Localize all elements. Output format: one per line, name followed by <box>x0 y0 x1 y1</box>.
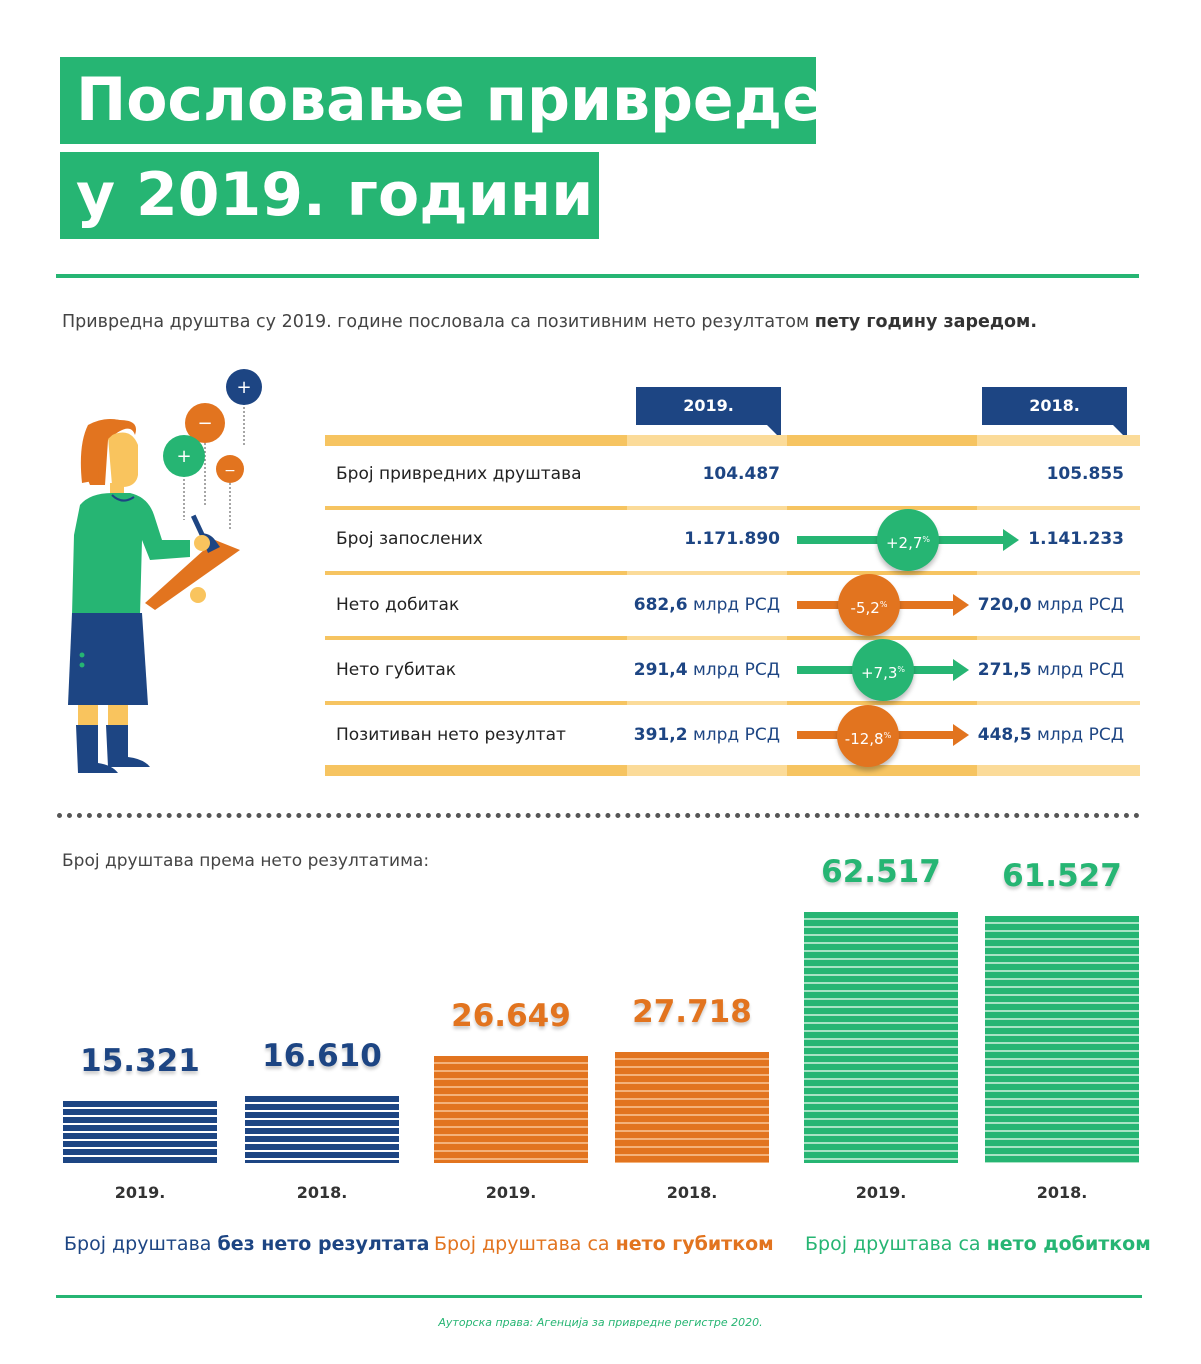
bar-year-label: 2019. <box>485 1183 537 1202</box>
row-divider <box>325 506 1140 510</box>
row-label: Број запослених <box>336 529 483 549</box>
svg-text:−: − <box>224 463 236 479</box>
value-2018: 720,0 млрд РСД <box>977 595 1124 615</box>
svg-text:+: + <box>176 446 192 467</box>
value-2019: 291,4 млрд РСД <box>633 660 780 680</box>
svg-text:+: + <box>236 377 252 398</box>
header-divider <box>56 274 1139 278</box>
bar <box>985 916 1139 1163</box>
row-label: Позитиван нето резултат <box>336 725 566 745</box>
year-tab-2019: 2019. <box>636 387 781 425</box>
minus-icon <box>216 455 244 483</box>
value-2018: 271,5 млрд РСД <box>977 660 1124 680</box>
bar-value-label: 16.610 <box>262 1038 382 1074</box>
bar <box>245 1096 399 1163</box>
value-2019: 1.171.890 <box>684 529 780 549</box>
bar <box>804 912 958 1163</box>
plus-icon <box>226 369 262 405</box>
row-divider <box>325 571 1140 575</box>
table-bottom-band <box>325 765 1140 776</box>
value-2018: 1.141.233 <box>1028 529 1124 549</box>
row-label: Нето добитак <box>336 595 460 615</box>
row-divider <box>325 701 1140 705</box>
change-badge: -12,8% <box>837 705 899 767</box>
intro-text <box>62 312 1037 332</box>
change-badge: +7,3% <box>852 639 914 701</box>
value-2019: 682,6 млрд РСД <box>633 595 780 615</box>
intro-normal: Привредна друштва су 2019. године пословала са позитивним нето резултатом <box>62 312 815 332</box>
bar-value-label: 62.517 <box>821 854 941 890</box>
bar-value-label: 27.718 <box>632 994 752 1030</box>
bar-year-label: 2019. <box>114 1183 166 1202</box>
bar <box>434 1056 588 1163</box>
bar-year-label: 2019. <box>855 1183 907 1202</box>
footer-divider <box>56 1295 1142 1298</box>
bar <box>63 1101 217 1163</box>
category-label-no-result: Број друштава без нето резултата <box>64 1233 430 1255</box>
row-divider <box>325 636 1140 640</box>
plus-icon <box>163 435 205 477</box>
change-badge: +2,7% <box>877 509 939 571</box>
category-label-net-loss: Број друштава са нето губитком <box>434 1233 774 1255</box>
svg-text:−: − <box>197 413 213 434</box>
copyright-text: Ауторска права: Агенција за привредне регистре 2020. <box>438 1316 763 1329</box>
value-2018: 448,5 млрд РСД <box>977 725 1124 745</box>
bar-year-label: 2018. <box>1036 1183 1088 1202</box>
intro-bold: пету годину заредом. <box>814 312 1037 332</box>
value-2019: 104.487 <box>702 464 780 484</box>
table-top-band <box>325 435 1140 446</box>
change-badge: -5,2% <box>838 574 900 636</box>
bar-year-label: 2018. <box>666 1183 718 1202</box>
value-2019: 391,2 млрд РСД <box>633 725 780 745</box>
bar-value-label: 61.527 <box>1002 858 1122 894</box>
bar-value-label: 26.649 <box>451 998 571 1034</box>
bar-value-label: 15.321 <box>80 1043 200 1079</box>
category-label-net-profit: Број друштава са нето добитком <box>805 1233 1151 1255</box>
woman-illustration <box>50 365 310 785</box>
bars-section-title: Број друштава према нето резултатима: <box>62 851 430 871</box>
section-divider <box>57 813 1140 818</box>
row-label: Нето губитак <box>336 660 457 680</box>
year-tab-2018: 2018. <box>982 387 1127 425</box>
bar-year-label: 2018. <box>296 1183 348 1202</box>
row-label: Број привредних друштава <box>336 464 582 484</box>
bar <box>615 1052 769 1163</box>
page-title-line2: у 2019. години <box>60 152 599 239</box>
value-2018: 105.855 <box>1046 464 1124 484</box>
page-title-line1: Пословање привреде <box>60 57 816 144</box>
